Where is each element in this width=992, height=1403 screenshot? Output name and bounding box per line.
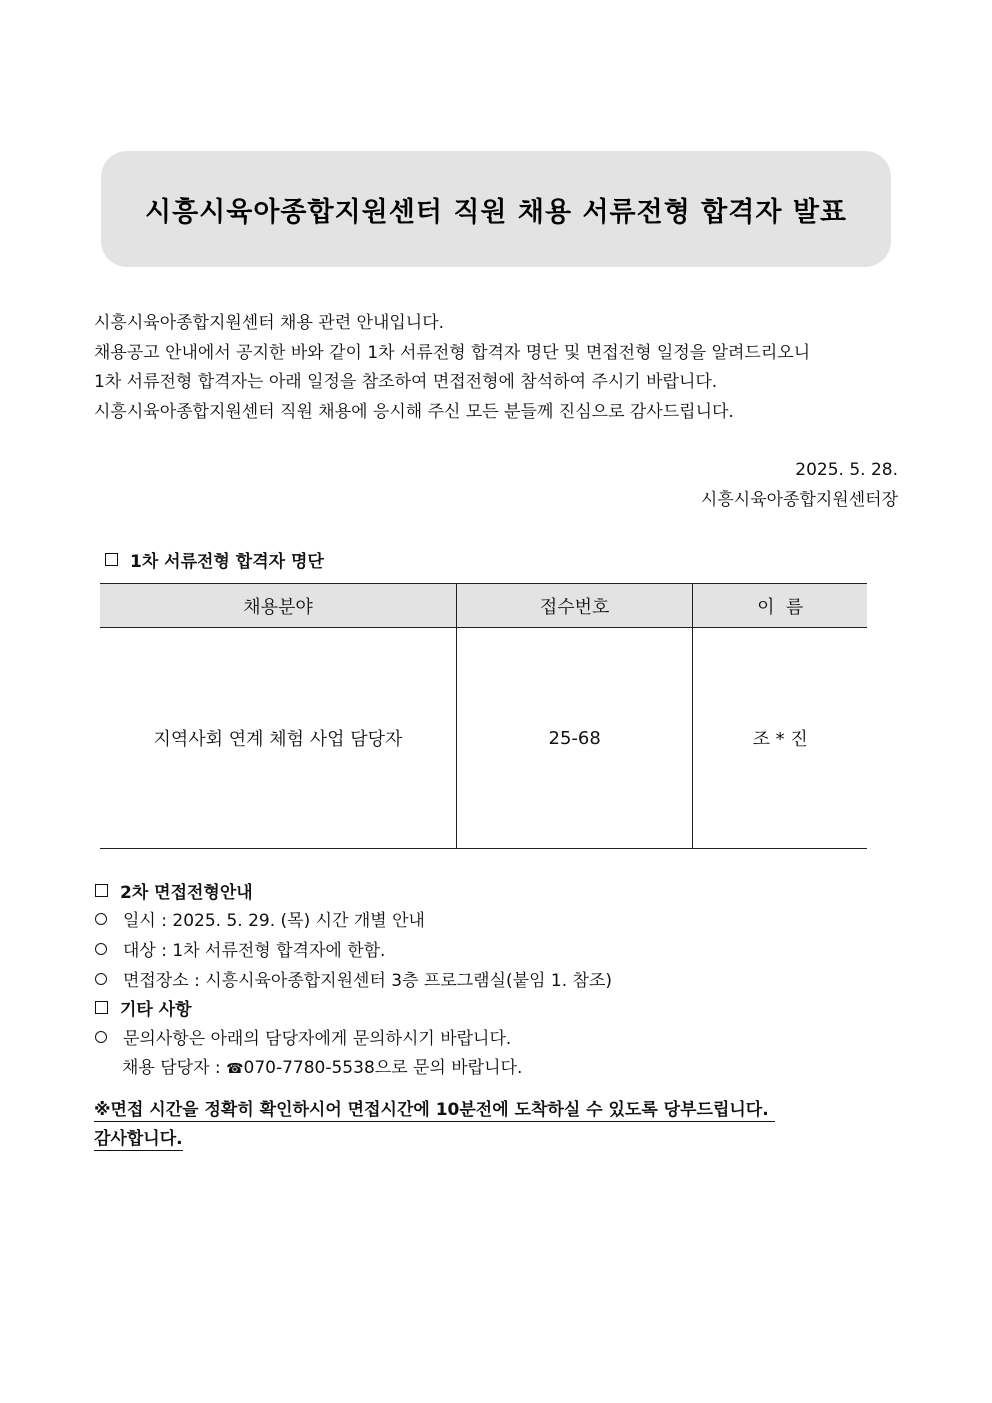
circle-bullet-icon [95,1031,107,1043]
circle-bullet-icon [95,943,107,955]
list-item [94,906,425,931]
cell-field: 지역사회 연계 체험 사업 담당자 [100,628,456,849]
checkbox-square-icon [95,1001,108,1014]
title-box [101,151,891,267]
list-item [94,1024,511,1049]
date-signature [701,456,898,515]
interview-location: 면접장소 : 시흥시육아종합지원센터 3층 프로그램실(붙임 1. 참조) [123,971,612,991]
circle-bullet-icon [95,913,107,925]
section3-heading [95,995,192,1020]
page-title: 시흥시육아종합지원센터 직원 채용 서류전형 합격자 발표 [145,196,847,228]
checkbox-square-icon [95,884,108,897]
notice-line2: 감사합니다. [94,1129,183,1149]
section1-heading-text: 1차 서류전형 합격자 명단 [130,552,324,572]
intro-line: 시흥시육아종합지원센터 채용 관련 안내입니다. [94,313,445,333]
notice [94,1096,874,1154]
contact-prefix: 채용 담당자 : [122,1058,227,1078]
phone-icon: ☎ [226,1061,244,1077]
list-item [94,936,385,961]
circle-bullet-icon [95,973,107,985]
results-table [100,583,867,849]
table-row [100,628,867,849]
list-item [94,966,612,991]
section3-heading-text: 기타 사항 [120,1000,192,1020]
contact-phone: 070-7780-5538으로 문의 바랍니다. [243,1058,523,1078]
section2-heading-text: 2차 면접전형안내 [120,883,253,903]
section1-heading [105,547,324,572]
announcement-date: 2025. 5. 28. [795,460,898,480]
interview-date: 일시 : 2025. 5. 29. (목) 시간 개별 안내 [123,911,425,931]
section2-heading [95,878,253,903]
intro-paragraph [94,309,899,427]
cell-number: 25-68 [456,628,692,849]
header-number: 접수번호 [456,584,692,628]
interview-target: 대상 : 1차 서류전형 합격자에 한함. [123,941,386,961]
intro-line: 1차 서류전형 합격자는 아래 일정을 참조하여 면접전형에 참석하여 주시기 바랍니다. [94,372,718,392]
header-field: 채용분야 [100,584,456,628]
checkbox-square-icon [105,553,118,566]
intro-line: 채용공고 안내에서 공지한 바와 같이 1차 서류전형 합격자 명단 및 면접전형 일정을 알려드리오니 [94,342,811,363]
inquiry-text: 문의사항은 아래의 담당자에게 문의하시기 바랍니다. [123,1029,512,1049]
cell-name: 조 * 진 [693,628,867,849]
header-name: 이 름 [693,584,867,628]
signer: 시흥시육아종합지원센터장 [700,489,898,510]
intro-line: 시흥시육아종합지원센터 직원 채용에 응시해 주신 모든 분들께 진심으로 감사드립니다. [94,401,734,422]
table-header-row [100,584,867,628]
notice-line1: ※면접 시간을 정확히 확인하시어 면접시간에 10분전에 도착하실 수 있도록 당부드립니다. [94,1099,775,1122]
contact-line [122,1053,522,1078]
